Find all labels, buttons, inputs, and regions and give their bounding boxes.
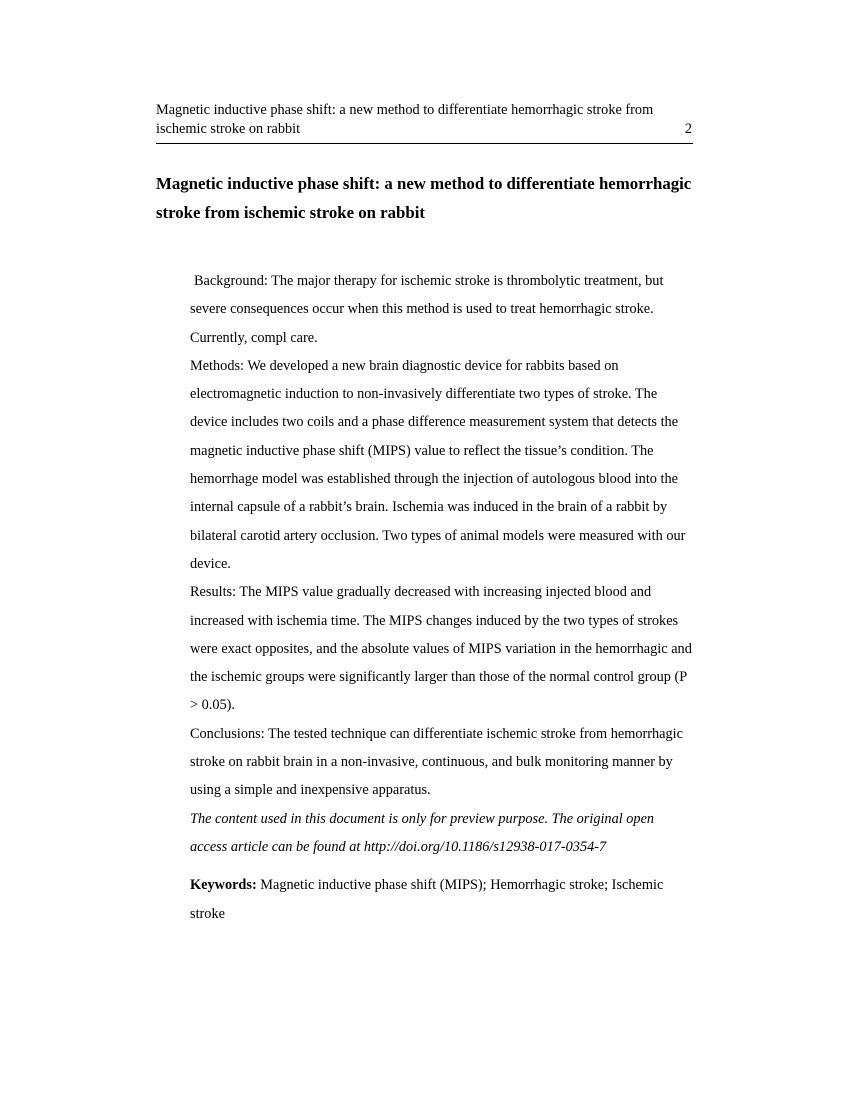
paper-title: Magnetic inductive phase shift: a new method to differentiate hemorrhagic stroke from ischemic stroke on rabbit xyxy=(156,174,692,222)
abstract-conclusions-paragraph: Conclusions: The tested technique can differentiate ischemic stroke from hemorrhagic stroke on rabbit brain in a non-invasive, continuous, and bulk monitoring manner by using a simple and inexpensive apparatus. xyxy=(190,725,683,799)
keywords-line xyxy=(190,871,694,928)
running-header-title: Magnetic inductive phase shift: a new method to differentiate hemorrhagic stroke from ischemic stroke on rabbit xyxy=(156,102,654,137)
abstract-section xyxy=(190,267,694,928)
keywords-text: Magnetic inductive phase shift (MIPS); Hemorrhagic stroke; Ischemic stroke xyxy=(190,877,664,922)
running-header xyxy=(156,101,693,144)
preview-disclaimer-note: The content used in this document is only for preview purpose. The original open access article can be found at http://doi.org/10.1186/s12938-017-0354-7 xyxy=(190,810,655,855)
abstract-background-paragraph: Background: The major therapy for ischemic stroke is thrombolytic treatment, but severe consequences occur when this method is used to treat hemorrhagic stroke. Currently, compl care. xyxy=(190,273,664,346)
abstract-methods-paragraph: Methods: We developed a new brain diagnostic device for rabbits based on electromagnetic induction to non-invasively differentiate two types of stroke. The device includes two coils and a phase difference measurement system that detects the magnetic inductive phase shift (MIPS) value to reflect the tissue’s condition. The hemorrhage model was established through the injection of autologous blood into the internal capsule of a rabbit’s brain. Ischemia was induced in the brain of a rabbit by bilateral carotid artery occlusion. Two types of animal models were measured with our device. xyxy=(190,357,686,572)
page-number: 2 xyxy=(684,120,692,137)
abstract-results-paragraph: Results: The MIPS value gradually decreased with increasing injected blood and increased with ischemia time. The MIPS changes induced by the two types of strokes were exact opposites, and the absolute values of MIPS variation in the hemorrhagic and the ischemic groups were significantly larger than those of the normal control group (P > 0.05). xyxy=(190,584,692,714)
keywords-label: Keywords: xyxy=(190,877,257,894)
